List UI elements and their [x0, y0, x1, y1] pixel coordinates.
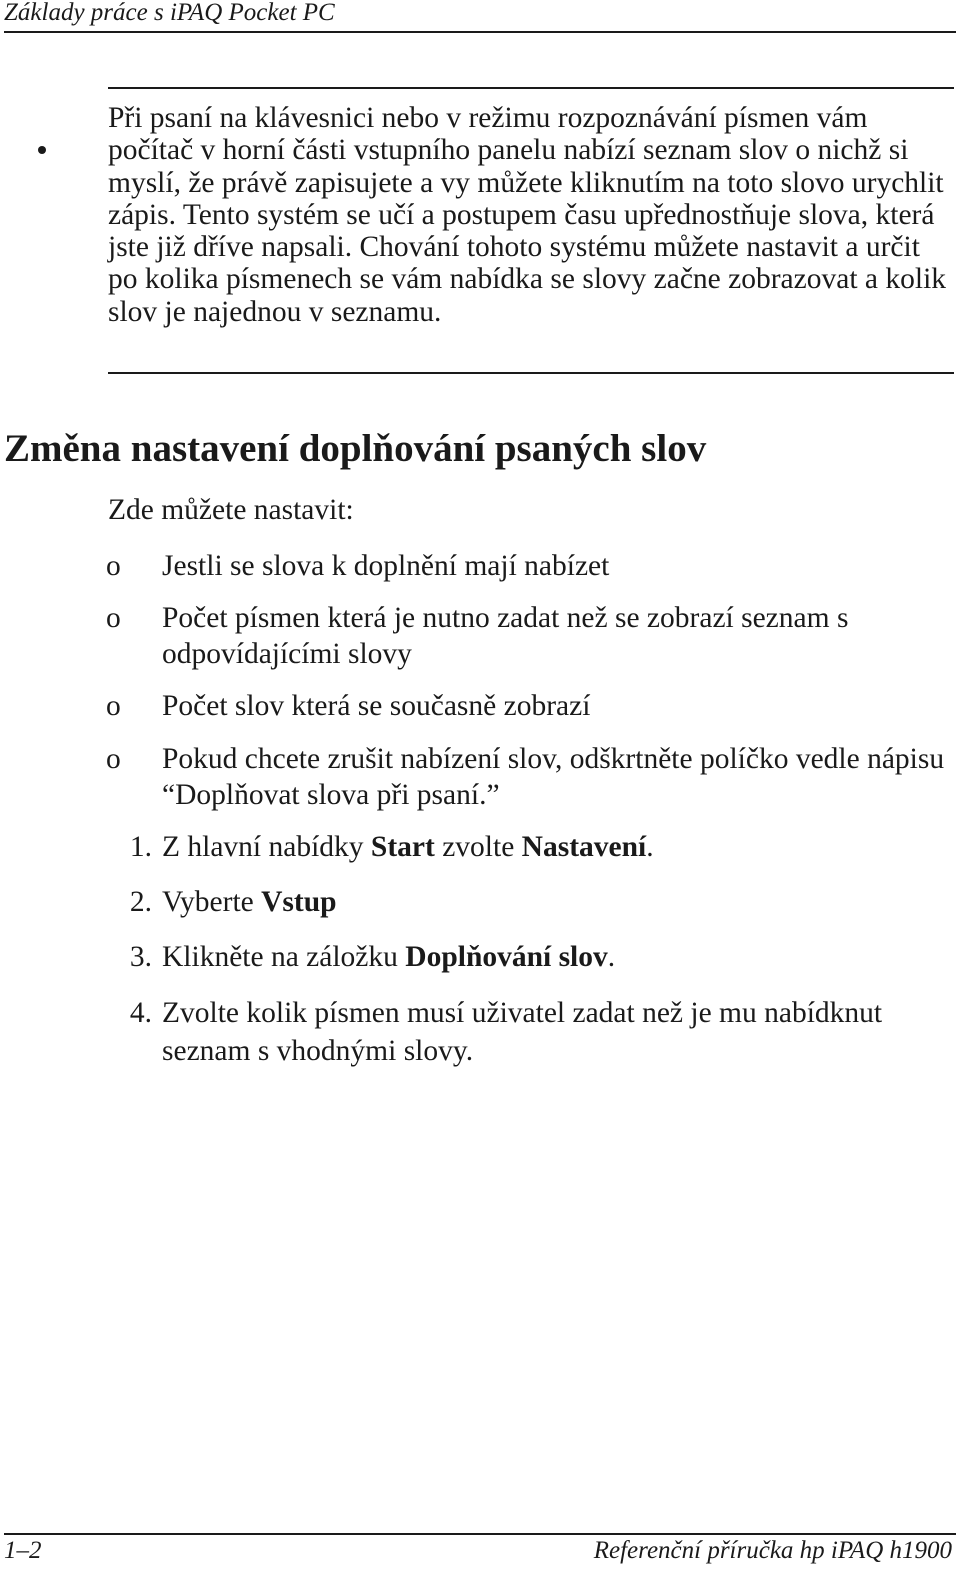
step-1-bold-start: Start	[370, 831, 435, 863]
step-3-bold-tab: Doplňování slov	[405, 941, 608, 973]
step-number-4: 4.	[129, 997, 152, 1029]
step-text-3	[162, 938, 956, 976]
step-text-1	[162, 828, 956, 866]
step-3-pre: Klikněte na záložku	[162, 941, 406, 973]
step-2-pre: Vyberte	[162, 886, 262, 918]
running-header: Základy práce s iPAQ Pocket PC	[4, 0, 335, 26]
option-text-1: Jestli se slova k doplnění mají nabízet	[162, 550, 610, 582]
option-marker-2: o	[106, 602, 121, 634]
option-text-4: Pokud chcete zrušit nabízení slov, odškrtněte políčko vedle nápisu “Doplňovat slova při psaní.”	[162, 743, 945, 811]
step-number-3: 3.	[129, 941, 152, 973]
section-intro: Zde můžete nastavit:	[108, 494, 354, 526]
note-bottom-rule	[108, 372, 954, 374]
section-heading: Změna nastavení doplňování psaných slov	[4, 427, 707, 470]
step-number-2: 2.	[129, 886, 152, 918]
step-number-1: 1.	[129, 831, 152, 863]
step-3-post: .	[607, 941, 616, 973]
step-text-4: Zvolte kolik písmen musí uživatel zadat než je mu nabídknut seznam s vhodnými slovy.	[162, 997, 883, 1067]
step-1-post: .	[646, 831, 654, 863]
step-1-pre: Z hlavní nabídky	[162, 831, 371, 863]
step-2-bold-input: Vstup	[261, 886, 337, 918]
note-text: Při psaní na klávesnici nebo v režimu rozpoznávání písmen vám počítač v horní části vstupního panelu nabízí seznam slov o nichž si myslí, že právě zapisujete a vy můžete kliknutím na toto slovo urychlit zápis. Tento systém se učí a postupem času upřednostňuje slova, která jste již dříve napsali. Chování tohoto systému můžete nastavit a určit po kolika písmenech se vám nabídka se slovy začne zobrazovat a kolik slov je najednou v seznamu.	[108, 102, 947, 328]
manual-title: Referenční příručka hp iPAQ h1900	[593, 1537, 952, 1564]
header-rule	[4, 31, 956, 33]
option-text-2: Počet písmen která je nutno zadat než se zobrazí seznam s odpovídajícími slovy	[162, 602, 849, 670]
option-marker-4: o	[106, 743, 121, 775]
option-marker-3: o	[106, 690, 121, 722]
option-text-3: Počet slov která se současně zobrazí	[162, 690, 591, 722]
step-1-bold-settings: Nastavení	[521, 831, 647, 863]
option-marker-1: o	[106, 550, 121, 582]
note-bullet-icon	[38, 146, 46, 154]
note-top-rule	[108, 87, 954, 89]
step-text-2	[162, 883, 956, 921]
page-number: 1–2	[4, 1537, 42, 1564]
step-1-mid: zvolte	[434, 831, 522, 863]
